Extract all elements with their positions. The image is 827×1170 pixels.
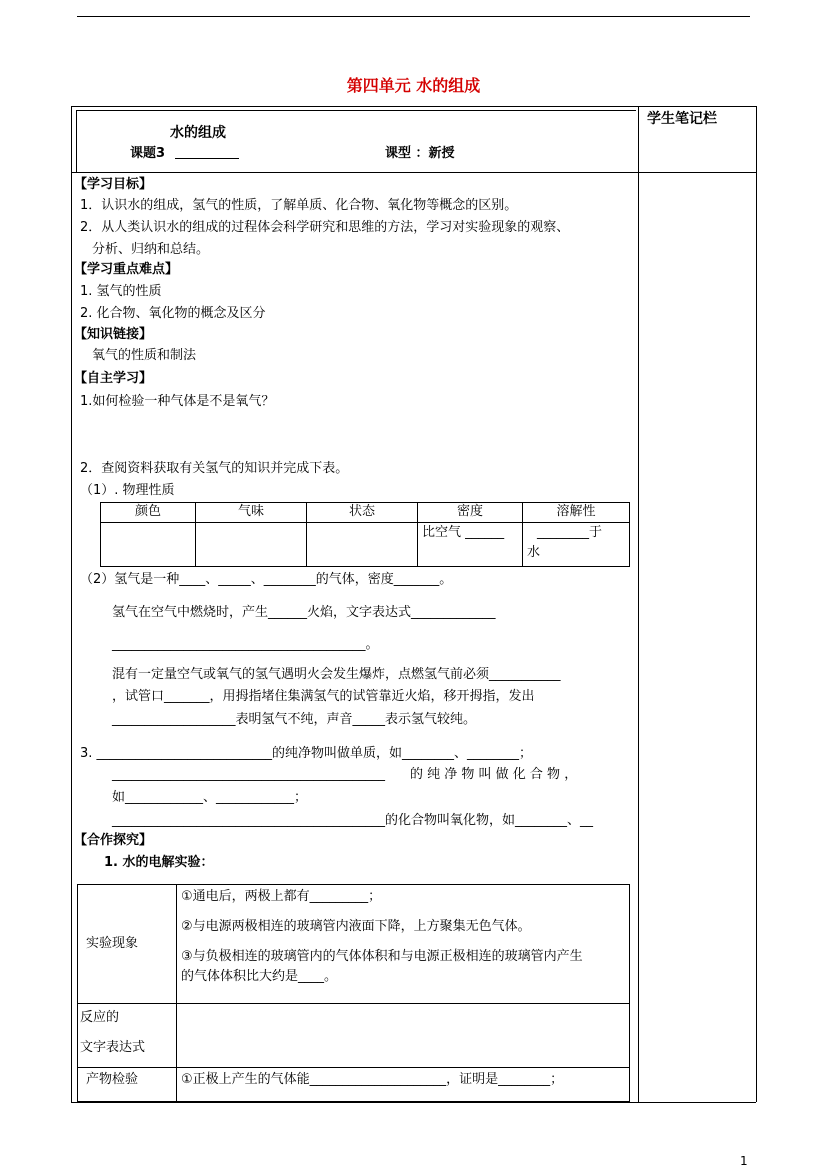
- solubility-text-a: ________于: [537, 525, 603, 540]
- question-2: 2．查阅资料获取有关氢气的知识并完成下表。: [80, 461, 349, 476]
- phenomenon-line: ②与电源两极相连的玻璃管内液面下降，上方聚集无色气体。: [181, 919, 531, 934]
- goal-item: 1．认识水的组成，氢气的性质，了解单质、化合物、氧化物等概念的区别。: [80, 198, 518, 213]
- phenomenon-line: ①通电后，两极上都有_________；: [181, 889, 382, 904]
- col-solubility: 溶解性: [523, 503, 630, 523]
- phenomenon-content[interactable]: [177, 885, 630, 1004]
- equation-content[interactable]: [177, 1004, 630, 1068]
- lesson-blank: [175, 158, 239, 159]
- col-smell: 气味: [196, 503, 307, 523]
- key-point-item: 2. 化合物、氧化物的概念及区分: [80, 306, 266, 321]
- product-test-label: 产物检验: [78, 1068, 177, 1102]
- link-item: 氧气的性质和制法: [92, 348, 197, 363]
- self-study-heading: 【自主学习】: [74, 371, 153, 386]
- color-cell[interactable]: [101, 523, 196, 567]
- solubility-text-b: 水: [527, 545, 541, 560]
- equation-label-a: 反应的: [80, 1010, 120, 1025]
- goal-item: 2．从人类认识水的组成的过程体会科学研究和思维的方法，学习对实验现象的观察、: [80, 220, 570, 235]
- solubility-cell[interactable]: [523, 523, 630, 567]
- coop-heading: 【合作探究】: [74, 833, 153, 848]
- phenomenon-line: 的气体体积比大约是____。: [181, 969, 338, 984]
- goals-heading: 【学习目标】: [74, 177, 153, 192]
- phenomenon-label: 实验现象: [78, 885, 177, 1004]
- header-row-divider: [71, 172, 756, 173]
- frame-left: [71, 106, 72, 1102]
- col-density: 密度: [418, 503, 523, 523]
- coop-item-1: 1. 水的电解实验：: [104, 855, 214, 870]
- hydrogen-explode-line-1: 混有一定量空气或氧气的氢气遇明火会发生爆炸，点燃氢气前必须___________: [112, 667, 561, 682]
- question-3-line-2-blank: __________________________________________: [112, 767, 385, 782]
- physical-properties-label: （1）. 物理性质: [80, 483, 175, 498]
- smell-cell[interactable]: [196, 523, 307, 567]
- hydrogen-burn-line-2: _______________________________________。: [112, 637, 379, 652]
- question-3-line-2-text: 的 纯 净 物 叫 做 化 合 物 ，: [410, 767, 578, 782]
- lesson-type: 课型 ：新授: [385, 146, 455, 161]
- state-cell[interactable]: [307, 523, 418, 567]
- topic-title: 水的组成: [170, 125, 226, 141]
- notes-column-title: 学生笔记栏: [647, 111, 717, 127]
- density-text: 比空气 ______: [422, 525, 505, 540]
- electrolysis-table: [77, 884, 630, 1102]
- hydrogen-burn-line-1: 氢气在空气中燃烧时，产生______火焰，文字表达式_____________: [112, 605, 496, 620]
- key-point-item: 1. 氢气的性质: [80, 284, 162, 299]
- hydrogen-explode-line-2: ，试管口_______，用拇指堵住集满氢气的试管靠近火焰，移开拇指，发出: [112, 689, 535, 704]
- physical-properties-table: [100, 502, 630, 567]
- question-3-line-4: __________________________________________的化合物叫氧化物，如________、__: [112, 813, 594, 828]
- density-cell[interactable]: [418, 523, 523, 567]
- col-color: 颜色: [101, 503, 196, 523]
- equation-label: [78, 1004, 177, 1068]
- header-inner-left: [76, 110, 77, 172]
- frame-bottom: [71, 1102, 756, 1103]
- links-heading: 【知识链接】: [74, 327, 153, 342]
- frame-right: [756, 106, 757, 1102]
- question-1: 1.如何检验一种气体是不是氧气？: [80, 394, 275, 409]
- header-rule: [77, 16, 750, 17]
- question-3-line-3: 如____________、____________；: [112, 790, 308, 805]
- header-inner-top: [76, 110, 636, 111]
- question-3-line-1: 3. ___________________________的纯净物叫做单质，如________、________；: [80, 746, 533, 761]
- frame-top: [71, 106, 756, 107]
- phenomenon-line: ③与负极相连的玻璃管内的气体体积和与电源正极相连的玻璃管内产生: [181, 949, 583, 964]
- lesson-label: 课题3: [130, 146, 166, 161]
- key-points-heading: 【学习重点难点】: [74, 262, 179, 277]
- hydrogen-explode-line-3: ___________________表明氢气不纯，声音_____表示氢气较纯。: [112, 712, 477, 727]
- equation-label-b: 文字表达式: [80, 1040, 146, 1055]
- goal-item: 分析、归纳和总结。: [92, 242, 210, 257]
- col-state: 状态: [307, 503, 418, 523]
- hydrogen-intro: （2）氢气是一种____、_____、________的气体，密度_______。: [80, 572, 453, 587]
- page-number: 1: [740, 1154, 748, 1168]
- notes-divider: [638, 106, 639, 1102]
- page-title: 第四单元 水的组成: [346, 76, 481, 95]
- product-test-content[interactable]: ①正极上产生的气体能_____________________，证明是________；: [177, 1068, 630, 1102]
